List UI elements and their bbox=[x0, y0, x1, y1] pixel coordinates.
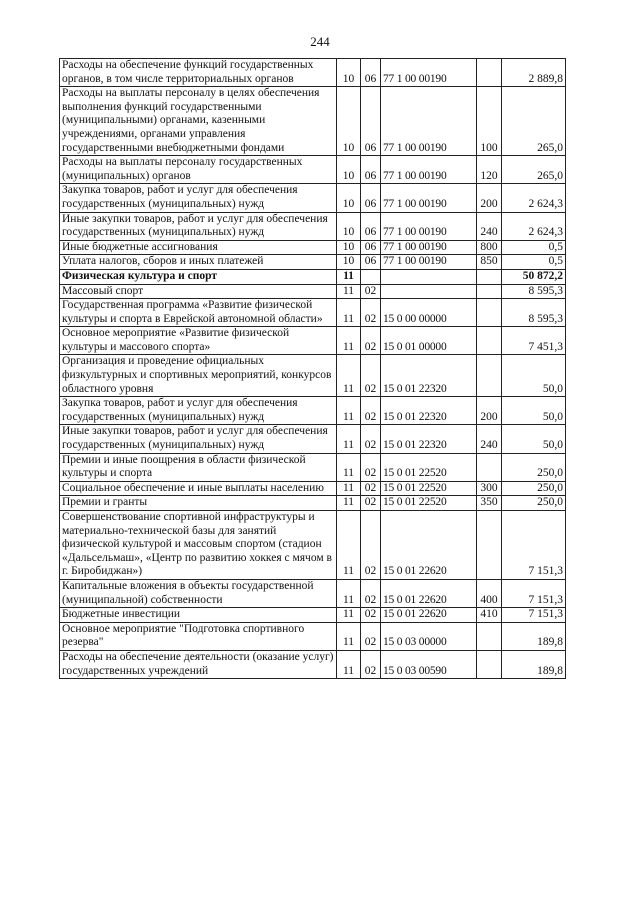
row-target-code-cell: 15 0 01 22520 bbox=[381, 453, 477, 481]
row-section-cell: 11 bbox=[337, 511, 361, 580]
row-amount-cell: 250,0 bbox=[502, 496, 566, 511]
row-amount-cell: 0,5 bbox=[502, 255, 566, 270]
row-expense-type-cell bbox=[477, 650, 502, 678]
row-amount-cell: 50,0 bbox=[502, 355, 566, 397]
row-amount-cell: 8 595,3 bbox=[502, 299, 566, 327]
row-subsection-cell: 02 bbox=[361, 481, 381, 496]
row-expense-type-cell bbox=[477, 327, 502, 355]
row-amount-cell: 50,0 bbox=[502, 425, 566, 453]
row-subsection-cell: 02 bbox=[361, 650, 381, 678]
row-section-cell: 11 bbox=[337, 622, 361, 650]
row-section-cell: 10 bbox=[337, 255, 361, 270]
row-target-code-cell: 15 0 01 22320 bbox=[381, 355, 477, 397]
row-section-cell: 11 bbox=[337, 425, 361, 453]
row-target-code-cell: 15 0 01 22520 bbox=[381, 496, 477, 511]
table-row bbox=[60, 496, 566, 511]
row-subsection-cell: 06 bbox=[361, 212, 381, 240]
table-row bbox=[60, 397, 566, 425]
row-name-cell: Премии и иные поощрения в области физической культуры и спорта bbox=[60, 453, 337, 481]
row-subsection-cell: 02 bbox=[361, 511, 381, 580]
row-amount-cell: 50,0 bbox=[502, 397, 566, 425]
row-name-cell: Государственная программа «Развитие физической культуры и спорта в Еврейской автономной области» bbox=[60, 299, 337, 327]
row-expense-type-cell: 410 bbox=[477, 608, 502, 623]
row-expense-type-cell bbox=[477, 269, 502, 284]
table-row bbox=[60, 299, 566, 327]
row-target-code-cell: 77 1 00 00190 bbox=[381, 156, 477, 184]
row-subsection-cell: 06 bbox=[361, 184, 381, 212]
row-target-code-cell: 77 1 00 00190 bbox=[381, 255, 477, 270]
table-row bbox=[60, 453, 566, 481]
row-section-cell: 11 bbox=[337, 299, 361, 327]
row-expense-type-cell bbox=[477, 511, 502, 580]
row-target-code-cell bbox=[381, 269, 477, 284]
table-row bbox=[60, 184, 566, 212]
page-number: 244 bbox=[310, 34, 330, 49]
row-name-cell: Премии и гранты bbox=[60, 496, 337, 511]
row-section-cell: 11 bbox=[337, 355, 361, 397]
row-amount-cell: 189,8 bbox=[502, 650, 566, 678]
table-row bbox=[60, 355, 566, 397]
row-amount-cell: 265,0 bbox=[502, 87, 566, 156]
row-target-code-cell bbox=[381, 284, 477, 299]
row-section-cell: 10 bbox=[337, 156, 361, 184]
table-row bbox=[60, 650, 566, 678]
row-subsection-cell: 02 bbox=[361, 327, 381, 355]
row-expense-type-cell bbox=[477, 355, 502, 397]
row-subsection-cell: 02 bbox=[361, 425, 381, 453]
row-section-cell: 10 bbox=[337, 59, 361, 87]
row-amount-cell: 250,0 bbox=[502, 453, 566, 481]
budget-table bbox=[59, 58, 566, 679]
row-amount-cell: 7 451,3 bbox=[502, 327, 566, 355]
row-expense-type-cell: 350 bbox=[477, 496, 502, 511]
table-row bbox=[60, 511, 566, 580]
row-name-cell: Расходы на обеспечение функций государственных органов, в том числе территориальных органов bbox=[60, 59, 337, 87]
row-subsection-cell: 02 bbox=[361, 579, 381, 607]
row-name-cell: Закупка товаров, работ и услуг для обеспечения государственных (муниципальных) нужд bbox=[60, 184, 337, 212]
row-expense-type-cell: 100 bbox=[477, 87, 502, 156]
row-target-code-cell: 15 0 01 22320 bbox=[381, 397, 477, 425]
row-section-cell: 11 bbox=[337, 608, 361, 623]
row-name-cell: Физическая культура и спорт bbox=[60, 269, 337, 284]
row-target-code-cell: 15 0 03 00590 bbox=[381, 650, 477, 678]
table-row bbox=[60, 608, 566, 623]
row-expense-type-cell: 200 bbox=[477, 397, 502, 425]
row-section-cell: 10 bbox=[337, 240, 361, 255]
row-name-cell: Основное мероприятие "Подготовка спортивного резерва" bbox=[60, 622, 337, 650]
row-expense-type-cell: 800 bbox=[477, 240, 502, 255]
row-section-cell: 10 bbox=[337, 212, 361, 240]
row-target-code-cell: 15 0 01 22320 bbox=[381, 425, 477, 453]
row-name-cell: Иные закупки товаров, работ и услуг для обеспечения государственных (муниципальных) нужд bbox=[60, 212, 337, 240]
table-row bbox=[60, 481, 566, 496]
row-subsection-cell: 06 bbox=[361, 255, 381, 270]
row-expense-type-cell: 240 bbox=[477, 425, 502, 453]
table-row bbox=[60, 579, 566, 607]
row-section-cell: 11 bbox=[337, 481, 361, 496]
row-name-cell: Закупка товаров, работ и услуг для обеспечения государственных (муниципальных) нужд bbox=[60, 397, 337, 425]
row-target-code-cell: 77 1 00 00190 bbox=[381, 59, 477, 87]
row-section-cell: 11 bbox=[337, 496, 361, 511]
row-section-cell: 11 bbox=[337, 284, 361, 299]
row-target-code-cell: 15 0 00 00000 bbox=[381, 299, 477, 327]
row-expense-type-cell: 200 bbox=[477, 184, 502, 212]
row-amount-cell: 2 889,8 bbox=[502, 59, 566, 87]
row-subsection-cell: 02 bbox=[361, 355, 381, 397]
table-row bbox=[60, 212, 566, 240]
row-subsection-cell: 02 bbox=[361, 496, 381, 511]
row-expense-type-cell bbox=[477, 284, 502, 299]
table-row bbox=[60, 425, 566, 453]
row-amount-cell: 250,0 bbox=[502, 481, 566, 496]
row-name-cell: Социальное обеспечение и иные выплаты населению bbox=[60, 481, 337, 496]
table-row bbox=[60, 156, 566, 184]
row-name-cell: Основное мероприятие «Развитие физической культуры и массового спорта» bbox=[60, 327, 337, 355]
row-expense-type-cell bbox=[477, 299, 502, 327]
row-expense-type-cell: 400 bbox=[477, 579, 502, 607]
row-amount-cell: 7 151,3 bbox=[502, 511, 566, 580]
row-name-cell: Расходы на выплаты персоналу государственных (муниципальных) органов bbox=[60, 156, 337, 184]
table-row bbox=[60, 269, 566, 284]
row-expense-type-cell: 300 bbox=[477, 481, 502, 496]
table-row bbox=[60, 327, 566, 355]
row-subsection-cell: 06 bbox=[361, 87, 381, 156]
row-name-cell: Бюджетные инвестиции bbox=[60, 608, 337, 623]
row-expense-type-cell: 240 bbox=[477, 212, 502, 240]
row-subsection-cell: 02 bbox=[361, 453, 381, 481]
row-target-code-cell: 15 0 03 00000 bbox=[381, 622, 477, 650]
row-name-cell: Расходы на обеспечение деятельности (оказание услуг) государственных учреждений bbox=[60, 650, 337, 678]
row-target-code-cell: 15 0 01 22620 bbox=[381, 608, 477, 623]
row-target-code-cell: 15 0 01 22520 bbox=[381, 481, 477, 496]
row-target-code-cell: 77 1 00 00190 bbox=[381, 240, 477, 255]
row-amount-cell: 265,0 bbox=[502, 156, 566, 184]
table-row bbox=[60, 240, 566, 255]
row-name-cell: Иные бюджетные ассигнования bbox=[60, 240, 337, 255]
table-row bbox=[60, 87, 566, 156]
row-name-cell: Совершенствование спортивной инфраструктуры и материально-технической базы для занятий физической культурой и массовым спортом (стадион «Дальсельмаш», «Центр по развитию хоккея с мячом в г. Биробиджан») bbox=[60, 511, 337, 580]
row-section-cell: 10 bbox=[337, 184, 361, 212]
budget-table-body bbox=[60, 59, 566, 679]
row-section-cell: 11 bbox=[337, 327, 361, 355]
row-subsection-cell bbox=[361, 269, 381, 284]
row-section-cell: 10 bbox=[337, 87, 361, 156]
row-amount-cell: 8 595,3 bbox=[502, 284, 566, 299]
row-subsection-cell: 02 bbox=[361, 608, 381, 623]
row-name-cell: Массовый спорт bbox=[60, 284, 337, 299]
row-target-code-cell: 15 0 01 22620 bbox=[381, 579, 477, 607]
row-amount-cell: 50 872,2 bbox=[502, 269, 566, 284]
row-amount-cell: 7 151,3 bbox=[502, 608, 566, 623]
row-target-code-cell: 15 0 01 22620 bbox=[381, 511, 477, 580]
row-name-cell: Иные закупки товаров, работ и услуг для обеспечения государственных (муниципальных) нужд bbox=[60, 425, 337, 453]
row-amount-cell: 0,5 bbox=[502, 240, 566, 255]
row-amount-cell: 2 624,3 bbox=[502, 184, 566, 212]
row-amount-cell: 7 151,3 bbox=[502, 579, 566, 607]
row-expense-type-cell bbox=[477, 622, 502, 650]
row-amount-cell: 2 624,3 bbox=[502, 212, 566, 240]
row-target-code-cell: 77 1 00 00190 bbox=[381, 87, 477, 156]
row-subsection-cell: 02 bbox=[361, 284, 381, 299]
row-subsection-cell: 02 bbox=[361, 299, 381, 327]
row-target-code-cell: 77 1 00 00190 bbox=[381, 212, 477, 240]
row-subsection-cell: 06 bbox=[361, 59, 381, 87]
row-section-cell: 11 bbox=[337, 269, 361, 284]
table-row bbox=[60, 59, 566, 87]
row-section-cell: 11 bbox=[337, 397, 361, 425]
row-section-cell: 11 bbox=[337, 453, 361, 481]
row-expense-type-cell bbox=[477, 453, 502, 481]
row-section-cell: 11 bbox=[337, 650, 361, 678]
row-name-cell: Капитальные вложения в объекты государственной (муниципальной) собственности bbox=[60, 579, 337, 607]
row-name-cell: Расходы на выплаты персоналу в целях обеспечения выполнения функций государственными (муниципальными) органами, казенными учреждениями, органами управления государственными внебюджетными фондами bbox=[60, 87, 337, 156]
row-name-cell: Организация и проведение официальных физкультурных и спортивных мероприятий, конкурсов областного уровня bbox=[60, 355, 337, 397]
row-amount-cell: 189,8 bbox=[502, 622, 566, 650]
row-expense-type-cell: 850 bbox=[477, 255, 502, 270]
row-expense-type-cell bbox=[477, 59, 502, 87]
row-expense-type-cell: 120 bbox=[477, 156, 502, 184]
row-name-cell: Уплата налогов, сборов и иных платежей bbox=[60, 255, 337, 270]
row-subsection-cell: 06 bbox=[361, 156, 381, 184]
table-row bbox=[60, 622, 566, 650]
row-subsection-cell: 06 bbox=[361, 240, 381, 255]
row-subsection-cell: 02 bbox=[361, 397, 381, 425]
row-subsection-cell: 02 bbox=[361, 622, 381, 650]
table-row bbox=[60, 255, 566, 270]
row-target-code-cell: 77 1 00 00190 bbox=[381, 184, 477, 212]
row-section-cell: 11 bbox=[337, 579, 361, 607]
table-row bbox=[60, 284, 566, 299]
row-target-code-cell: 15 0 01 00000 bbox=[381, 327, 477, 355]
